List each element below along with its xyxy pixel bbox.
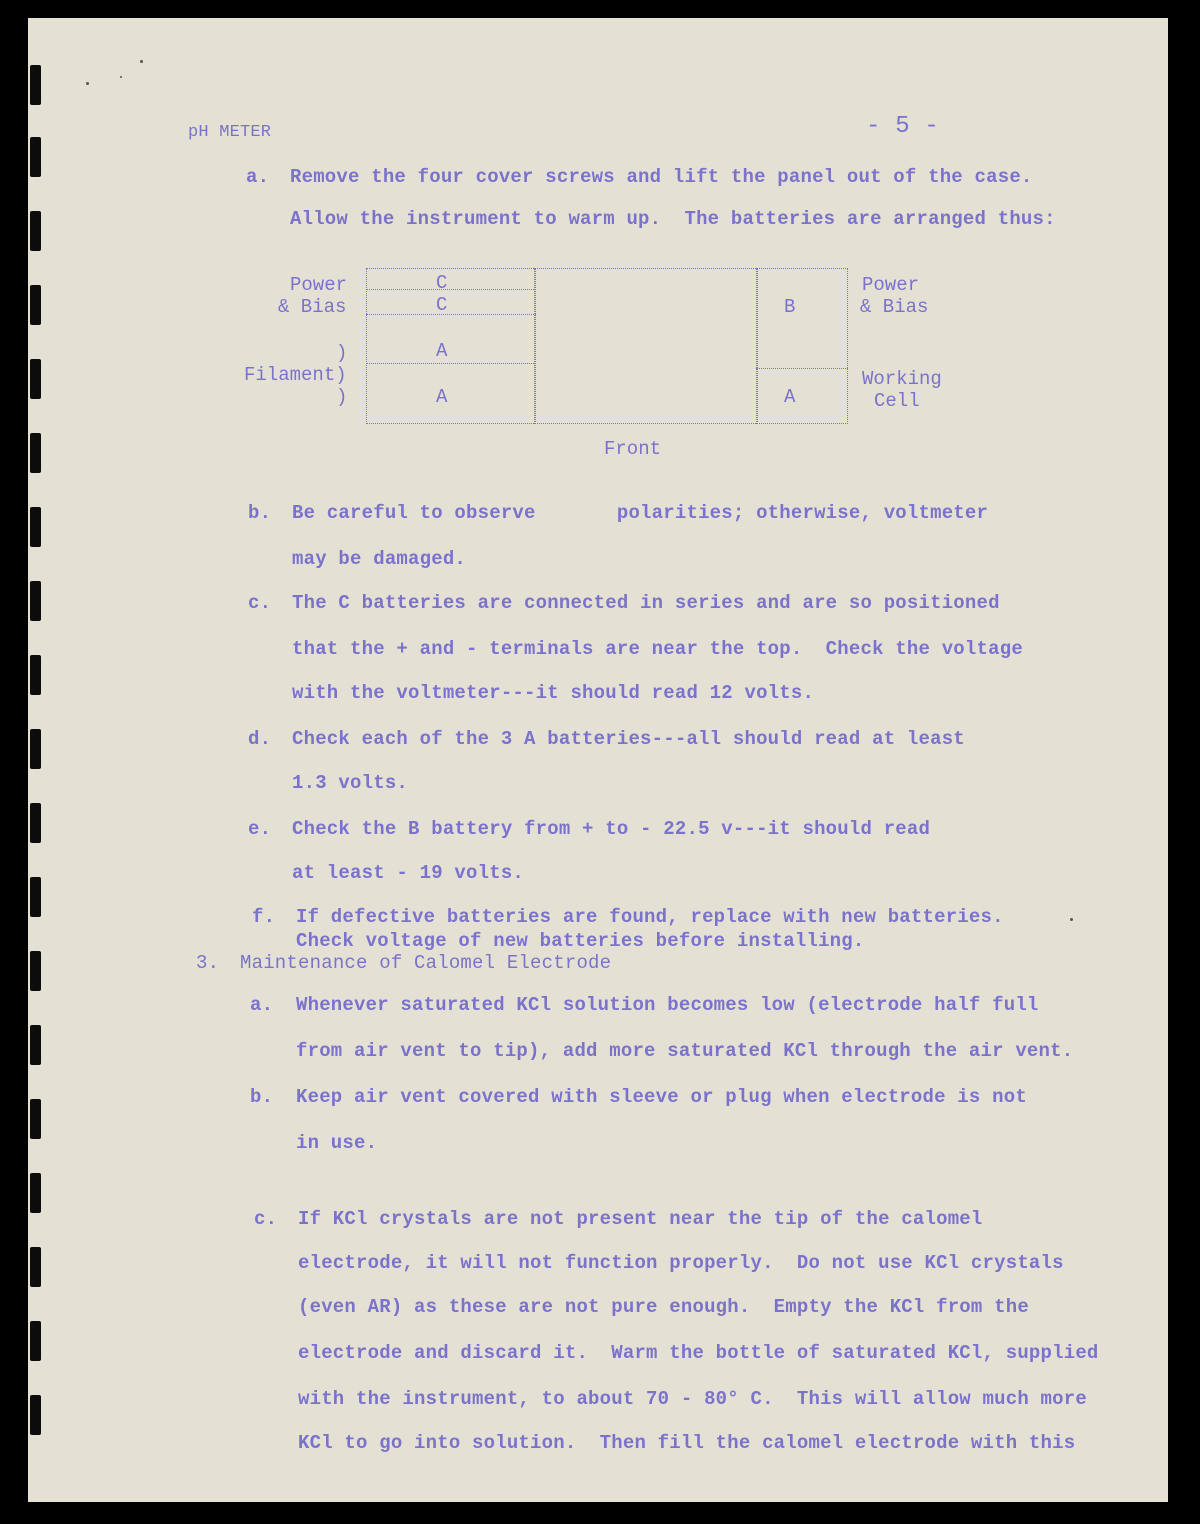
a-upper-label: A — [436, 340, 448, 362]
page-number: - 5 - — [866, 113, 940, 140]
item-c-line-3: with the voltmeter---it should read 12 volts. — [292, 682, 815, 704]
right-power-label: Power — [862, 274, 920, 296]
item-f-letter: f. — [252, 906, 276, 928]
document-page — [28, 18, 1168, 1502]
paper-speck — [140, 60, 143, 63]
item-b-line-1: Be careful to observe polarities; otherwise, voltmeter — [292, 502, 989, 524]
sec3-c-line-1: If KCl crystals are not present near the tip of the calomel — [298, 1208, 983, 1230]
a-right-label: A — [784, 386, 796, 408]
right-bias-label: & Bias — [860, 296, 929, 318]
binding-hole — [30, 1321, 41, 1361]
item-c-line-1: The C batteries are connected in series and are so positioned — [292, 592, 1000, 614]
item-e-letter: e. — [248, 818, 272, 840]
sec3-c-line-3: (even AR) as these are not pure enough. Empty the KCl from the — [298, 1296, 1029, 1318]
sec3-b-letter: b. — [250, 1086, 274, 1108]
middle-space — [534, 268, 758, 424]
item-a-letter: a. — [246, 166, 270, 188]
left-filament-label: Filament) — [244, 364, 347, 386]
a-divider — [366, 363, 536, 364]
b-cell-label: B — [784, 296, 796, 318]
section-3-title: Maintenance of Calomel Electrode — [240, 952, 612, 974]
binding-hole — [30, 433, 41, 473]
binding-hole — [30, 1025, 41, 1065]
right-battery-block — [756, 268, 848, 424]
left-battery-block — [366, 268, 536, 424]
item-c-line-2: that the + and - terminals are near the top. Check the voltage — [292, 638, 1023, 660]
binding-hole — [30, 729, 41, 769]
binding-hole — [30, 951, 41, 991]
item-a-line-1: Remove the four cover screws and lift the panel out of the case. — [290, 166, 1033, 188]
a-lower-label: A — [436, 386, 448, 408]
item-f-line-1: If defective batteries are found, replace with new batteries. — [296, 906, 1004, 928]
paper-speck — [86, 82, 89, 85]
binding-hole — [30, 581, 41, 621]
sec3-c-letter: c. — [254, 1208, 278, 1230]
sec3-c-line-5: with the instrument, to about 70 - 80° C. This will allow much more — [298, 1388, 1087, 1410]
binding-hole — [30, 1395, 41, 1435]
binding-hole — [30, 877, 41, 917]
paper-speck — [120, 76, 122, 78]
item-b-letter: b. — [248, 502, 272, 524]
b-divider — [756, 368, 848, 369]
binding-hole — [30, 211, 41, 251]
sec3-a-letter: a. — [250, 994, 274, 1016]
item-d-line-2: 1.3 volts. — [292, 772, 409, 794]
sec3-c-line-6: KCl to go into solution. Then fill the calomel electrode with this — [298, 1432, 1076, 1454]
item-b-line-2: may be damaged. — [292, 548, 467, 570]
header-title: pH METER — [188, 123, 272, 142]
front-label: Front — [604, 438, 662, 460]
sec3-a-line-2: from air vent to tip), add more saturated KCl through the air vent. — [296, 1040, 1074, 1062]
item-e-line-2: at least - 19 volts. — [292, 862, 525, 884]
c-bottom-label: C — [436, 294, 448, 316]
item-c-letter: c. — [248, 592, 272, 614]
paper-speck — [1070, 918, 1073, 921]
sec3-c-line-4: electrode and discard it. Warm the bottle of saturated KCl, supplied — [298, 1342, 1099, 1364]
sec3-c-line-2: electrode, it will not function properly. Do not use KCl crystals — [298, 1252, 1064, 1274]
sec3-b-line-1: Keep air vent covered with sleeve or plug when electrode is not — [296, 1086, 1027, 1108]
left-paren-bottom: ) — [336, 386, 348, 408]
binding-hole — [30, 137, 41, 177]
binding-hole — [30, 1247, 41, 1287]
binding-hole — [30, 65, 41, 105]
sec3-b-line-2: in use. — [296, 1132, 378, 1154]
binding-hole — [30, 1099, 41, 1139]
c-divider-2 — [366, 314, 536, 315]
item-a-line-2: Allow the instrument to warm up. The batteries are arranged thus: — [290, 208, 1056, 230]
item-e-line-1: Check the B battery from + to - 22.5 v---it should read — [292, 818, 931, 840]
left-paren-top: ) — [336, 342, 348, 364]
item-d-line-1: Check each of the 3 A batteries---all should read at least — [292, 728, 965, 750]
sec3-a-line-1: Whenever saturated KCl solution becomes low (electrode half full — [296, 994, 1039, 1016]
item-d-letter: d. — [248, 728, 272, 750]
binding-hole — [30, 285, 41, 325]
working-label: Working — [862, 368, 942, 390]
binding-hole — [30, 803, 41, 843]
battery-diagram — [240, 260, 960, 460]
item-f-line-2: Check voltage of new batteries before installing. — [296, 930, 865, 952]
spiral-binding — [30, 55, 44, 1505]
c-top-label: C — [436, 272, 448, 294]
left-bias-label: & Bias — [278, 296, 347, 318]
cell-label: Cell — [874, 390, 920, 412]
binding-hole — [30, 655, 41, 695]
binding-hole — [30, 507, 41, 547]
c-divider-1 — [366, 289, 536, 290]
binding-hole — [30, 359, 41, 399]
section-3-number: 3. — [196, 952, 220, 974]
binding-hole — [30, 1173, 41, 1213]
left-power-label: Power — [290, 274, 348, 296]
